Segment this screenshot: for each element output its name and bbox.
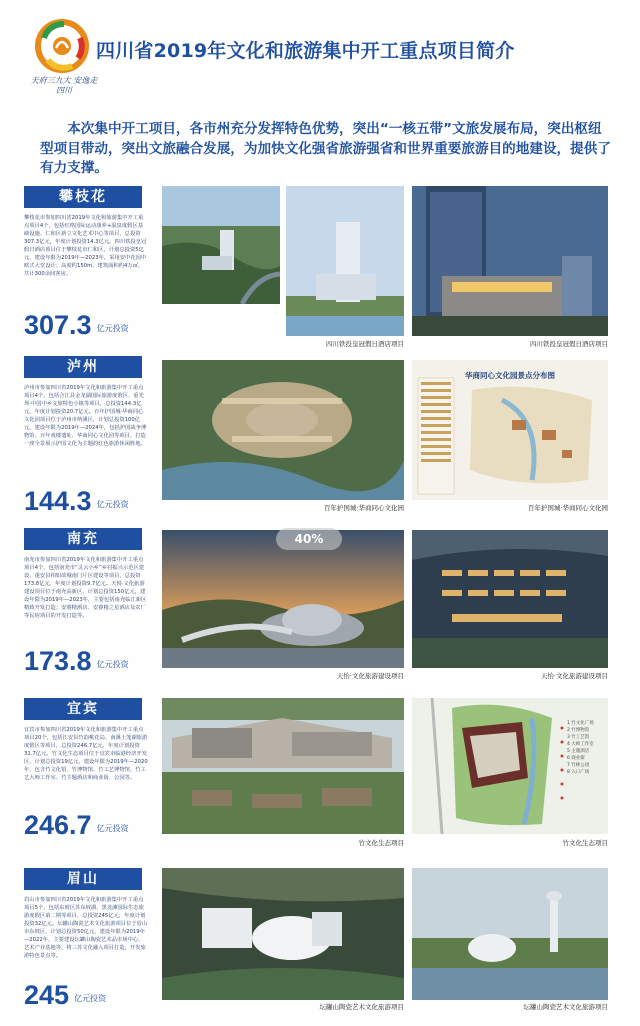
logo-slogan: 天府三九大 安逸走四川 xyxy=(30,76,98,95)
photo-bamboo-buildings xyxy=(162,698,404,834)
intro-paragraph: 本次集中开工项目，各市州充分发挥特色优势，突出“一核五带”文旅发展布局，突出枢纽型项目带动，突出文旅融合发展，为加快文化强省旅游强省和世界重要旅游目的地建设，提供了有力支撑。 xyxy=(40,121,611,176)
photo-hotel-tower xyxy=(286,186,404,336)
amount-value: 246.7 xyxy=(24,810,92,840)
city-badge: 泸州 xyxy=(24,356,142,378)
photo-cultural-park-aerial xyxy=(162,360,404,500)
photo-caption: 天怡·文化旅游建设项目 xyxy=(540,672,608,680)
section-sidebar xyxy=(24,868,150,960)
city-badge: 南充 xyxy=(24,528,142,550)
amount-unit: 亿元投资 xyxy=(96,500,129,509)
section-meishan xyxy=(24,868,620,1024)
amount-value: 144.3 xyxy=(24,486,92,516)
photo-aerial-city xyxy=(162,186,280,304)
photo-town-night xyxy=(412,530,608,668)
amount-value: 307.3 xyxy=(24,310,92,340)
investment-amount xyxy=(24,310,129,341)
section-nanchong xyxy=(24,528,620,696)
city-badge: 宜宾 xyxy=(24,698,142,720)
legend-item: 8 入口广场 xyxy=(567,770,590,775)
photo-dome-sunset xyxy=(162,530,404,668)
section-sidebar xyxy=(24,528,150,620)
photo-caption: 四川铁投皇冠假日酒店项目 xyxy=(530,340,608,348)
section-sidebar xyxy=(24,698,150,782)
map-title: 华商同心文化园景点分布图 xyxy=(465,371,555,380)
legend-item: 5 主题酒店 xyxy=(567,749,590,754)
section-luzhou xyxy=(24,356,620,526)
photo-hotel-night xyxy=(412,186,608,336)
sichuan-tourism-logo xyxy=(34,18,90,74)
site-plan-legend xyxy=(567,720,611,776)
investment-amount xyxy=(24,810,129,841)
city-description: 攀枝花市参加四川省2019年文化和旅游集中开工重点项目4个，包括红格国际运动康养+温泉度假区基础设施、仁和区新立文化艺术中心等项目，总投资307.3亿元，年度计划投资14.3亿元。四川铁投皇冠假日酒店项目位于攀枝花市仁和区，计划总投资5亿元，建设年限为2019年—2023年，采用安中花园中欧式大堂设计；高度约150m，建筑面积约4万㎡，共计300余间客房。 xyxy=(24,215,147,277)
section-yibin xyxy=(24,698,620,866)
amount-value: 173.8 xyxy=(24,646,92,676)
photo-caption: 竹文化生态项目 xyxy=(562,839,608,847)
amount-unit: 亿元投资 xyxy=(96,660,129,669)
legend-item: 2 竹博物馆 xyxy=(567,728,590,733)
city-badge: 攀枝花 xyxy=(24,186,142,208)
photo-caption: 坛罐山陶瓷艺术文化旅游项目 xyxy=(523,1003,608,1011)
legend-item: 7 竹林公园 xyxy=(567,763,590,768)
photo-park-map xyxy=(412,360,608,500)
zoom-watermark: 40% xyxy=(276,528,342,550)
photo-caption: 四川铁投皇冠假日酒店项目 xyxy=(326,340,404,348)
amount-unit: 亿元投资 xyxy=(74,994,107,1003)
photo-ceramic-art-aerial xyxy=(162,868,404,1000)
amount-unit: 亿元投资 xyxy=(96,824,129,833)
city-description: 宜宾市参加四川省2019年文化和旅游集中开工重点项目20个，包括江安县竹韵桃花岛、南溪土笼湖旅游度假区等项目，总投资246.7亿元，年度计划投资31.7亿元。竹文化生态项目位于宜宾市临港经济开发区，计划总投资19亿元，建设年限为2019年—2020年，包含竹文化馆、竹博物馆、竹工艺博物馆、竹工艺大师工作室、竹主题酒店和商业街、公园等。 xyxy=(24,727,148,781)
investment-amount xyxy=(24,980,106,1011)
photo-caption: 百年护国城·华商同心文化园 xyxy=(527,504,608,512)
legend-item: 3 竹工艺馆 xyxy=(567,735,590,740)
city-description: 眉山市参加四川省2019年文化和旅游集中开工重点项目5个，包括东坡区苏东坡湖、黑龙滩国际生态旅游度假区第二期等项目，总投资245亿元，年度计划投资32亿元。坛罐山陶瓷艺术文化旅游项目位于眉山市东坡区，计划总投资50亿元，建设年限为2019年—2022年，主要建设坛罐山陶瓷艺术品市场中心、艺术产业基地等，将三苏文化融入项目打造，开发旅游特色景点等。 xyxy=(24,897,148,959)
section-sidebar xyxy=(24,356,150,448)
photo-caption: 竹文化生态项目 xyxy=(358,839,404,847)
section-panzhihua xyxy=(24,186,620,356)
legend-item: 4 大师工作室 xyxy=(567,742,594,747)
city-description: 南充市参加四川省2019年文化和旅游集中开工重点项目4个，包括南充市“灵云小乡”乡村振兴示范区建设、蓬安县相如故城南门片区建设等项目，总投资173.8亿元，年度计划投资9.7亿元。天悦·文化旅游建设项目位于南充高新区，计划总投资150亿元，建设年限为2019年—2023年，主要包括南充临江新区精致开发打造；安睿精酒店、安睿精之星酒店及农厂等民宿项目的开发打造等。 xyxy=(24,557,147,619)
legend-item: 1 竹文化广场 xyxy=(567,721,594,726)
amount-unit: 亿元投资 xyxy=(96,324,129,333)
photo-caption: 天怡·文化旅游建设项目 xyxy=(336,672,404,680)
amount-value: 245 xyxy=(24,980,70,1010)
section-sidebar xyxy=(24,186,150,278)
investment-amount xyxy=(24,646,129,677)
photo-caption: 坛罐山陶瓷艺术文化旅游项目 xyxy=(319,1003,404,1011)
legend-item: 6 商业街 xyxy=(567,756,585,761)
city-description: 泸州市参加四川省2019年文化和旅游集中开工重点项目4个，包括合江县金龙湖国际旅游度假区、重光坝·中国中乡文旅特色小镇等项目，总投资144.3亿元，年度计划投资20.7亿元。百年护国城·华商同心文化园项目位于泸州市纳溪区，计划总投资100亿元，建设年限为2019年—2024年，包括护国战争博物馆、百年戏楼遗址、华商同心文化园等项目，打造一座全景展示护国文化为主题的红色旅游休闲胜地。 xyxy=(24,385,147,447)
page-title: 四川省2019年文化和旅游集中开工重点项目简介 xyxy=(96,40,515,62)
city-badge: 眉山 xyxy=(24,868,142,890)
photo-tower-lake xyxy=(412,868,608,1000)
photo-caption: 百年护国城·华商同心文化园 xyxy=(323,504,404,512)
investment-amount xyxy=(24,486,129,517)
